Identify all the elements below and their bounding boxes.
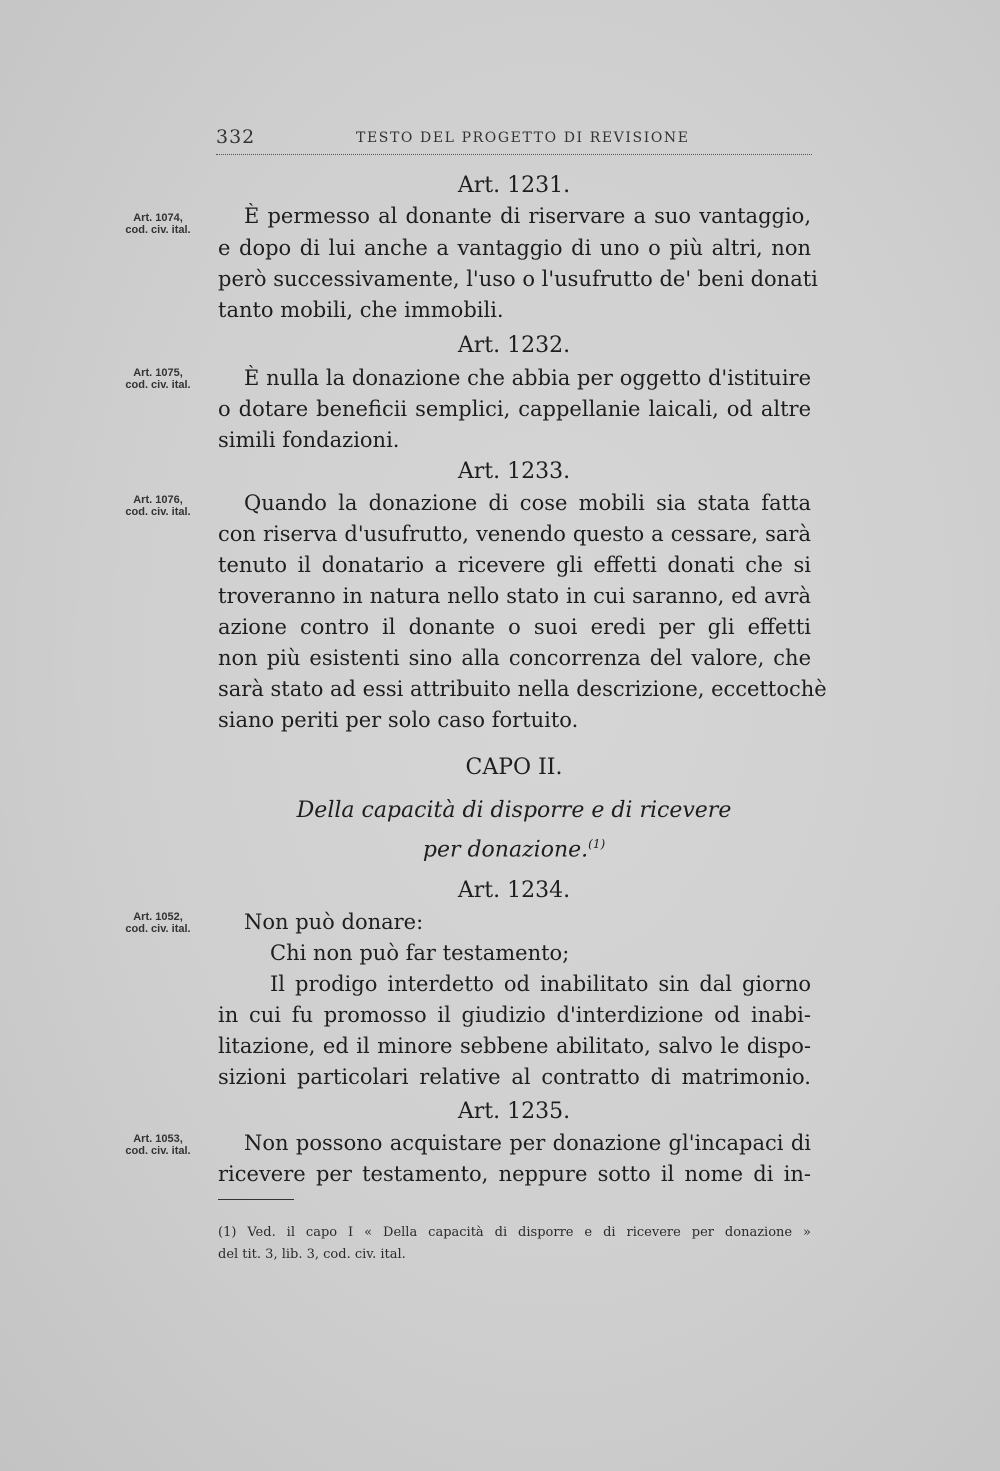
text-line: sizioni particolari relative al contratto di matrimonio. (218, 1065, 811, 1089)
text-line: azione contro il donante o suoi eredi per gli effetti (218, 615, 811, 639)
running-head: TESTO DEL PROGETTO DI REVISIONE (356, 130, 690, 146)
page-header (216, 126, 812, 155)
margin-note-1076: Art. 1076, cod. civ. ital. (125, 494, 191, 518)
chapter-subtitle-line-2: per donazione.$^{(1)}$ (422, 837, 606, 863)
text-line: simili fondazioni. (218, 428, 400, 452)
margin-note-1052: Art. 1052, cod. civ. ital. (125, 911, 191, 935)
text-line: però successivamente, l'uso o l'usufrutto de' beni donati (218, 267, 818, 291)
text-line: troveranno in natura nello stato in cui saranno, ed avrà (218, 584, 811, 608)
article-heading-1232: Art. 1232. (457, 333, 571, 358)
text-line: in cui fu promosso il giudizio d'interdizione od inabi- (218, 1003, 811, 1027)
article-heading-1233: Art. 1233. (457, 459, 571, 484)
text-line: È permesso al donante di riservare a suo vantaggio, (244, 204, 811, 228)
chapter-subtitle: Della capacità di disporre e di ricevere (296, 798, 732, 823)
footnote-line: del tit. 3, lib. 3, cod. civ. ital. (218, 1247, 406, 1262)
text-line: tanto mobili, che immobili. (218, 298, 504, 322)
text-line: o dotare beneficii semplici, cappellanie laicali, od altre (218, 397, 811, 421)
page-number: 332 (216, 126, 256, 148)
footnote-marker: (1) (588, 837, 606, 851)
chapter-title: CAPO II. (465, 755, 563, 780)
text-line: non più esistenti sino alla concorrenza del valore, che (218, 646, 811, 670)
text-line: litazione, ed il minore sebbene abilitato, salvo le dispo- (218, 1034, 811, 1058)
text-line: Non possono acquistare per donazione gl'incapaci di (244, 1131, 811, 1155)
text-line: Quando la donazione di cose mobili sia stata fatta (244, 491, 811, 515)
text-line: tenuto il donatario a ricevere gli effetti donati che si (218, 553, 811, 577)
article-heading-1234: Art. 1234. (457, 878, 571, 903)
margin-note-1075: Art. 1075, cod. civ. ital. (125, 367, 191, 391)
margin-note-1074: Art. 1074, cod. civ. ital. (125, 212, 191, 236)
footnote-line: (1) Ved. il capo I « Della capacità di disporre e di ricevere per donazione » (218, 1225, 811, 1240)
text-line: Il prodigo interdetto od inabilitato sin dal giorno (270, 972, 811, 996)
text-line: sarà stato ad essi attribuito nella descrizione, eccettochè (218, 677, 827, 701)
article-heading-1231: Art. 1231. (457, 173, 571, 198)
footnote-rule (218, 1199, 294, 1200)
margin-note-1053: Art. 1053, cod. civ. ital. (125, 1133, 191, 1157)
text-line: e dopo di lui anche a vantaggio di uno o più altri, non (218, 236, 811, 260)
text-line: con riserva d'usufrutto, venendo questo a cessare, sarà (218, 522, 811, 546)
article-heading-1235: Art. 1235. (457, 1099, 571, 1124)
text-line: ricevere per testamento, neppure sotto il nome di in- (218, 1162, 811, 1186)
text-line: Non può donare: (244, 910, 424, 934)
text-line: siano periti per solo caso fortuito. (218, 708, 579, 732)
text-line: È nulla la donazione che abbia per oggetto d'istituire (244, 366, 811, 390)
text-line: Chi non può far testamento; (270, 941, 570, 965)
